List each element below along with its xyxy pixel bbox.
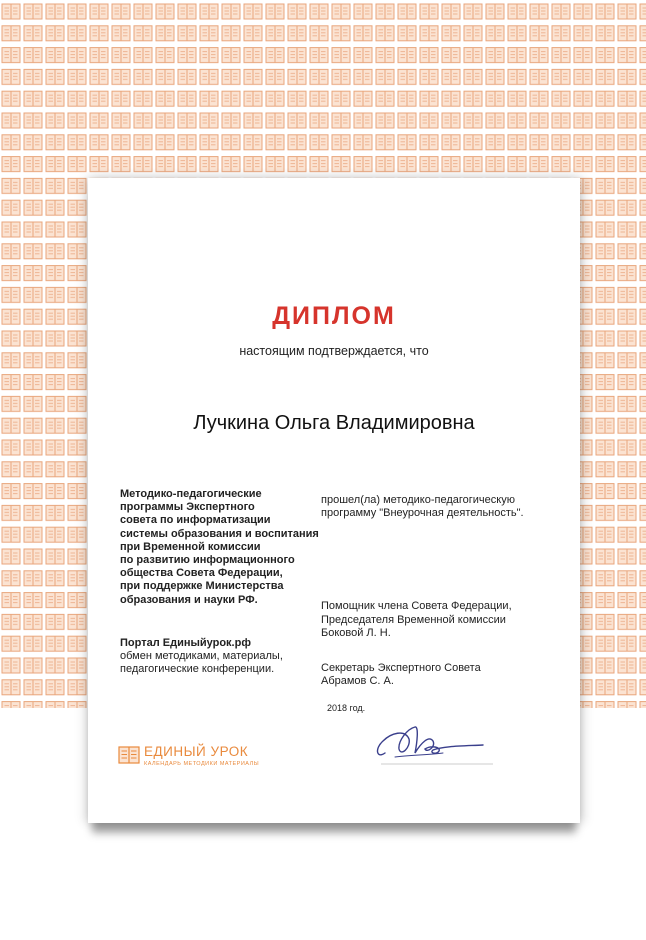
diploma-subtitle: настоящим подтверждается, что — [239, 344, 429, 358]
completion-text: прошел(ла) методико-педагогическую программу "Внеурочная деятельность". — [321, 494, 524, 520]
signature-image — [371, 713, 501, 773]
secretary-signatory: Секретарь Экспертного Совета Абрамов С. А. — [321, 662, 481, 688]
completion-block — [321, 494, 561, 716]
portal-name: Портал Единыйурок.рф — [120, 636, 251, 649]
portal-description: обмен методиками, материалы, педагогические конференции. — [120, 650, 283, 676]
book-icon — [118, 745, 140, 765]
recipient-name: Лучкина Ольга Владимировна — [193, 412, 475, 434]
diploma-document — [88, 178, 580, 823]
helper-signatory: Помощник члена Совета Федерации, Председателя Временной комиссии Боковой Л. Н. — [321, 600, 512, 639]
logo-tagline: КАЛЕНДАРЬ МЕТОДИКИ МАТЕРИАЛЫ — [144, 761, 260, 767]
issuer-text: Методико-педагогические программы Экспертного совета по информатизации системы образования и воспитания при Временной комиссии по развитию информационного общества Совета Федерации, при поддержке Министерства образования и науки РФ. — [120, 488, 319, 606]
logo-name: ЕДИНЫЙ УРОК — [144, 744, 249, 759]
diploma-title: ДИПЛОМ — [272, 302, 396, 330]
logo — [118, 743, 298, 773]
issue-year: 2018 год. — [327, 703, 366, 714]
